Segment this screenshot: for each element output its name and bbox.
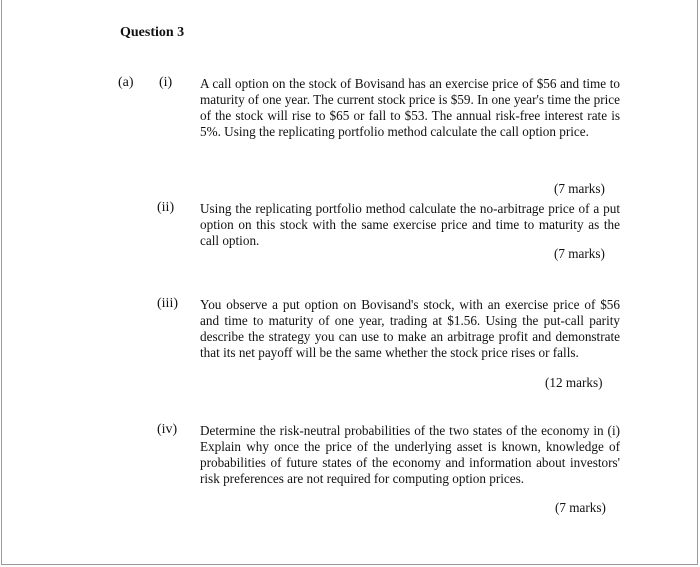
subquestion-text-iv: Determine the risk-neutral probabilities of the two states of the economy in (i) Explain why once the price of the underlying asset is known, knowledge of probabilities of future states of the economy and information about investors' risk preferences are not required for computing option prices. bbox=[200, 423, 620, 486]
document-page bbox=[1, 0, 698, 565]
subquestion-label-ii: (ii) bbox=[157, 200, 175, 215]
subquestion-text-iii: You observe a put option on Bovisand's stock, with an exercise price of $56 and time to maturity of one year, trading at $1.56. Using the put-call parity describe the strategy you can use to make an arbitrage profit and demonstrate that its net payoff will be the same whether the stock price rises or falls. bbox=[200, 297, 620, 360]
subquestion-label-i: (i) bbox=[159, 75, 173, 90]
subquestion-label-iii: (iii) bbox=[157, 296, 178, 311]
subquestion-text-i: A call option on the stock of Bovisand has an exercise price of $56 and time to maturity of one year. The current stock price is $59. In one year's time the price of the stock will rise to $65 or fall to $53. The annual risk-free interest rate is 5%. Using the replicating portfolio method calculate the call option price. bbox=[200, 76, 620, 139]
subquestion-text-ii: Using the replicating portfolio method calculate the no-arbitrage price of a put option on this stock with the same exercise price and time to maturity as the call option. bbox=[200, 201, 620, 248]
part-label-a: (a) bbox=[118, 75, 134, 90]
subquestion-label-iv: (iv) bbox=[157, 422, 178, 437]
question-title: Question 3 bbox=[120, 25, 185, 40]
subquestion-marks-iii: (12 marks) bbox=[545, 375, 603, 390]
subquestion-marks-i: (7 marks) bbox=[554, 181, 605, 196]
subquestion-marks-ii: (7 marks) bbox=[554, 246, 605, 261]
subquestion-marks-iv: (7 marks) bbox=[555, 500, 606, 515]
